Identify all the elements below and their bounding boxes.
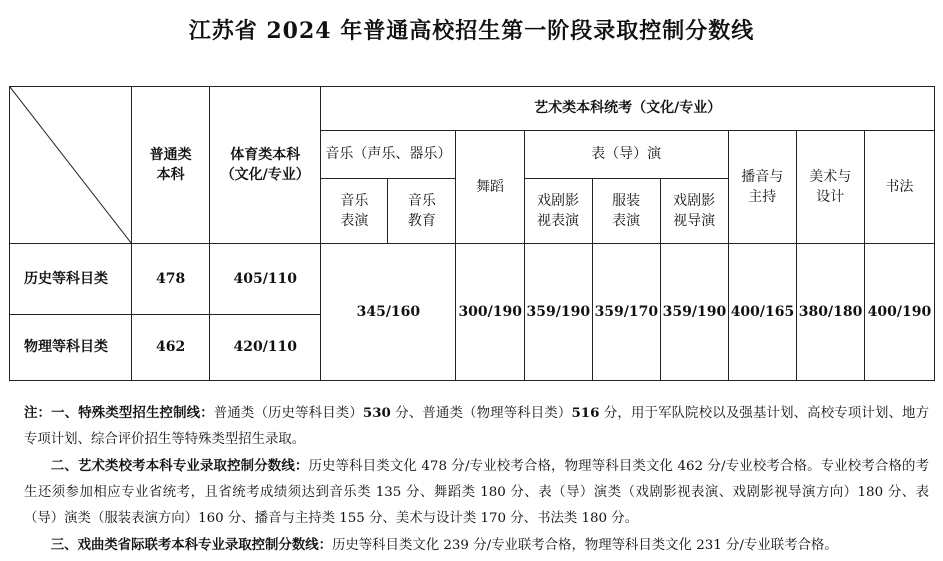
note-1-text-c: 分，用于军队院校以及强基计划、高校专项计划、地方专项计划、综合评价招生等特殊类型招生录取。 xyxy=(24,406,930,447)
note-1-prefix: 注：一、特殊类型招生控制线： xyxy=(24,405,214,421)
note-1-text-a: 普通类（历史等科目类） xyxy=(213,406,363,421)
table-row xyxy=(10,244,935,315)
note-1-value-1: 530 xyxy=(362,405,391,421)
cell-xiju-daoyan: 359/190 xyxy=(660,244,728,381)
cell-meishu: 380/180 xyxy=(796,244,864,381)
note-3-body: 历史等科目类文化 239 分/专业联考合格，物理等科目类文化 231 分/专业联考合格。 xyxy=(332,538,838,553)
header-xiju-daoyan: 戏剧影 视导演 xyxy=(660,179,728,244)
row-label-wuli: 物理等科目类 xyxy=(10,315,132,381)
header-yinyue-jiaoyu: 音乐 教育 xyxy=(388,179,456,244)
page-title: 江苏省 2024 年普通高校招生第一阶段录取控制分数线 xyxy=(188,18,755,44)
corner-diagonal-cell xyxy=(10,87,132,244)
row-label-lishi: 历史等科目类 xyxy=(10,244,132,315)
cell-yinyue: 345/160 xyxy=(321,244,456,381)
note-1-value-2: 516 xyxy=(571,405,600,421)
cell-shufa: 400/190 xyxy=(864,244,934,381)
header-biaodaoyan: 表（导）演 xyxy=(524,131,728,179)
cell-wuli-putong: 462 xyxy=(132,315,210,381)
note-2-body: 历史等科目类文化 478 分/专业校考合格，物理等科目类文化 462 分/专业校考合格。专业校考合格的考生还须参加相应专业省统考，且省统考成绩须达到音乐类 135 分、舞蹈类 180 分、表（导）演类（戏剧影视表演、戏剧影视导演方向）180 分、表（导）演类（服装表演方向）160 分、播音与主持类 155 分、美术与设计类 170 分、书法类 180 分。 xyxy=(24,459,929,526)
header-putong: 普通类 本科 xyxy=(132,87,210,244)
header-boyin: 播音与 主持 xyxy=(728,131,796,244)
cell-lishi-tiyu: 405/110 xyxy=(210,244,321,315)
note-3 xyxy=(24,532,929,559)
cell-wuli-tiyu: 420/110 xyxy=(210,315,321,381)
header-fuzhuang: 服装 表演 xyxy=(592,179,660,244)
header-wudao: 舞蹈 xyxy=(456,131,524,244)
note-3-head: 三、戏曲类省际联考本科专业录取控制分数线： xyxy=(50,537,332,553)
header-tiyu: 体育类本科 （文化/专业） xyxy=(210,87,321,244)
header-xiju-biaoyan: 戏剧影 视表演 xyxy=(524,179,592,244)
cell-xiju-biaoyan: 359/190 xyxy=(524,244,592,381)
header-yinyue: 音乐（声乐、器乐） xyxy=(321,131,456,179)
note-2-head: 二、艺术类校考本科专业录取控制分数线： xyxy=(50,458,309,474)
cell-boyin: 400/165 xyxy=(728,244,796,381)
cell-fuzhuang: 359/170 xyxy=(592,244,660,381)
header-meishu: 美术与 设计 xyxy=(796,131,864,244)
note-2 xyxy=(24,453,929,532)
cell-lishi-putong: 478 xyxy=(132,244,210,315)
notes xyxy=(24,400,929,559)
score-table xyxy=(9,86,935,381)
header-yinyue-biaoyan: 音乐 表演 xyxy=(321,179,388,244)
header-yishu: 艺术类本科统考（文化/专业） xyxy=(321,87,935,131)
cell-wudao: 300/190 xyxy=(456,244,524,381)
note-1-text-b: 分、普通类（物理等科目类） xyxy=(390,406,572,421)
note-1 xyxy=(24,400,929,453)
header-shufa: 书法 xyxy=(864,131,934,244)
diagonal-line xyxy=(10,87,131,243)
